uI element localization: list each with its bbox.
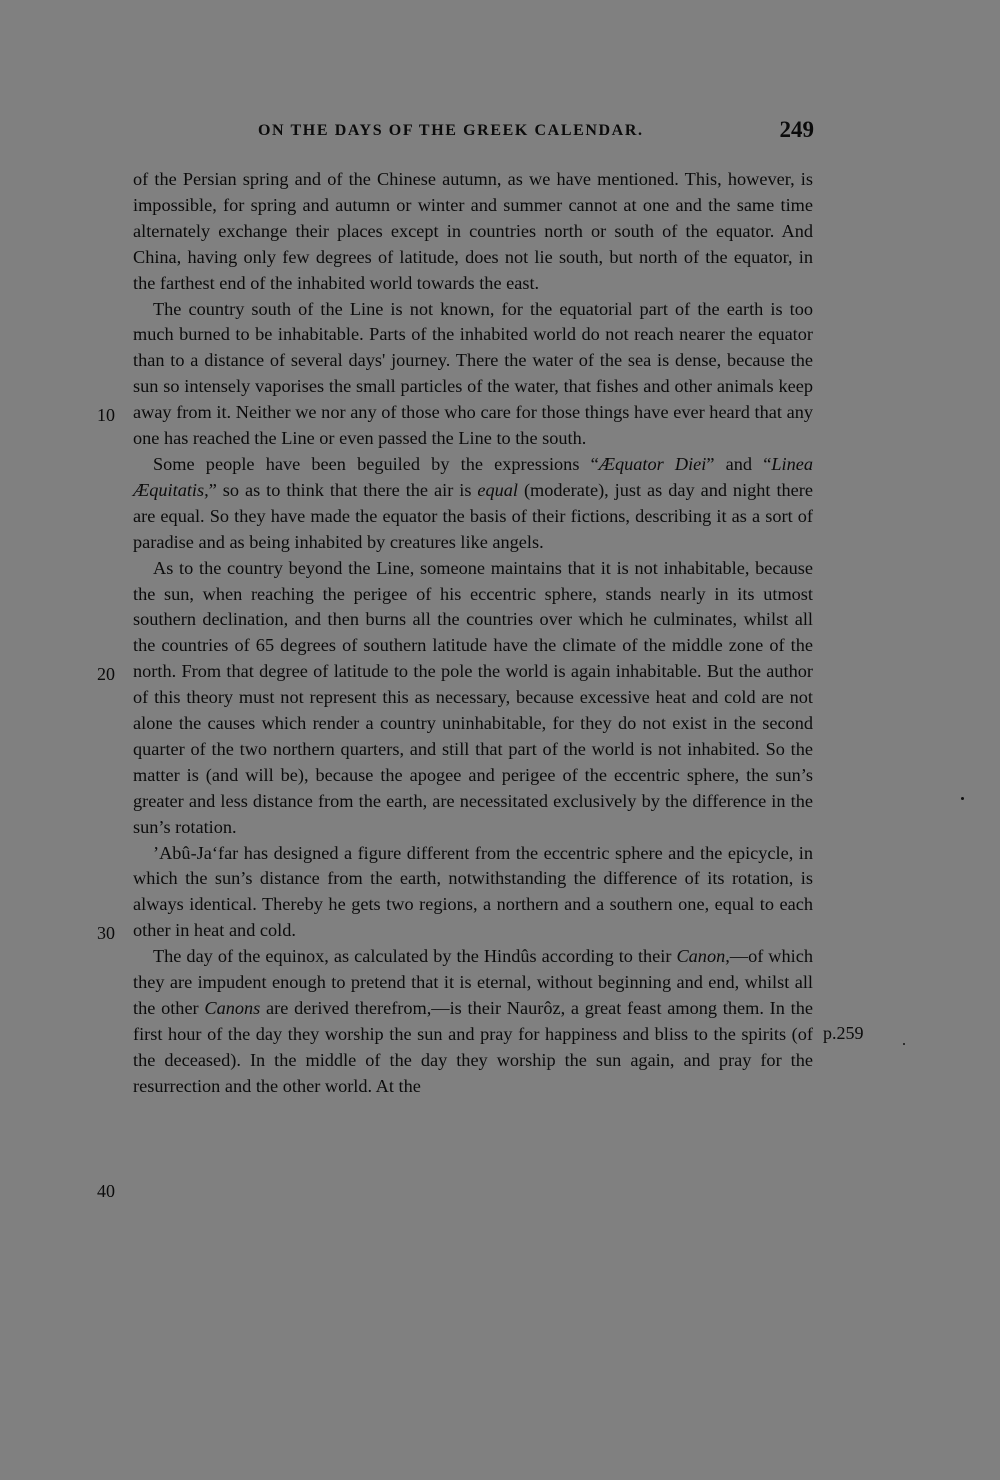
paragraph (133, 167, 813, 297)
text-run: ’Abû-Ja‘far has designed a figure different from the eccentric sphere and the epicycle, in which the sun’s distance from the earth, notwithstanding the difference of its rotation, is always identical. Thereby he gets two regions, a northern and a southern one, equal to each other in heat and cold. (133, 842, 813, 941)
print-speck (903, 1043, 905, 1045)
line-number-30: 30 (97, 923, 115, 943)
running-head: ON THE DAYS OF THE GREEK CALENDAR. (258, 122, 644, 139)
italic-text: equal (477, 479, 519, 500)
paragraph (133, 841, 813, 945)
paragraph (133, 556, 813, 841)
line-number-10: 10 (97, 405, 115, 425)
text-run: As to the country beyond the Line, someone maintains that it is not inhabitable, because the sun, when reaching the perigee of his eccentric sphere, stands nearly in its utmost southern declination, and then burns all the countries over which he culminates, whilst all the countries of 65 degrees of southern latitude have the climate of the middle zone of the north. From that degree of latitude to the pole the world is again inhabitable. But the author of this theory must not represent this as necessary, because excessive heat and cold are not alone the causes which render a country uninhabitable, for they do not exist in the second quarter of the two northern quarters, and still that part of the world is not inhabited. So the matter is (and will be), because the apogee and perigee of the eccentric sphere, the sun’s greater and less distance from the earth, are necessitated exclusively by the difference in the sun’s rotation. (133, 557, 813, 837)
text-run: The country south of the Line is not known, for the equatorial part of the earth is too much burned to be inhabitable. Parts of the inhabited world do not reach nearer the equator than to a distance of several days' journey. There the water of the sea is dense, because the sun so intensely vaporises the small particles of the water, that fishes and other animals keep away from it. Neither we nor any of those who care for those things have ever heard that any one has reached the Line or even passed the Line to the south. (133, 298, 813, 449)
italic-text: Canon, (676, 946, 730, 967)
text-run: (moderate), just as day and night there are equal. So they have made the equator the basis of their fictions, describing it as a sort of paradise and as being inhabited by creatures like angels. (133, 479, 814, 552)
margin-page-reference: p.259 (823, 1023, 864, 1043)
line-number-40: 40 (97, 1181, 115, 1201)
page-header (258, 117, 814, 145)
page-number: 249 (779, 117, 814, 142)
text-run: ” so as to think that there the air is (208, 479, 478, 500)
text-run: are derived therefrom,—is their Naurôz, a great feast among them. In the first hour of the day they worship the sun and pray for happiness and bliss to the spirits (of the deceased). In the middle of the day they worship the sun again, and pray for the resurrection and the other world. At the (133, 998, 813, 1096)
line-number-20: 20 (97, 664, 115, 684)
paragraph (133, 452, 813, 556)
italic-text: Æquator Diei (598, 453, 707, 474)
text-run: —of which they are impudent enough to pretend that it is eternal, without beginning and end, whilst all the other (133, 946, 813, 1018)
print-speck (961, 797, 964, 800)
italic-text: Linea Æquitatis, (133, 453, 813, 500)
text-run: The day of the equinox, as calculated by the Hindûs according to their (153, 946, 677, 967)
italic-text: Canons (204, 998, 261, 1018)
text-run: Some people have been beguiled by the expressions “ (153, 453, 599, 474)
text-run: of the Persian spring and of the Chinese autumn, as we have mentioned. This, however, is impossible, for spring and autumn or winter and summer cannot at one and the same time alternately exchange their places except in countries north or south of the equator. And China, having only few degrees of latitude, does not lie south, but north of the equator, in the farthest end of the inhabited world towards the east. (133, 169, 813, 293)
paragraph (133, 297, 813, 452)
paragraph (133, 944, 813, 1099)
text-run: ” and “ (706, 453, 772, 474)
body-text (133, 167, 813, 1100)
